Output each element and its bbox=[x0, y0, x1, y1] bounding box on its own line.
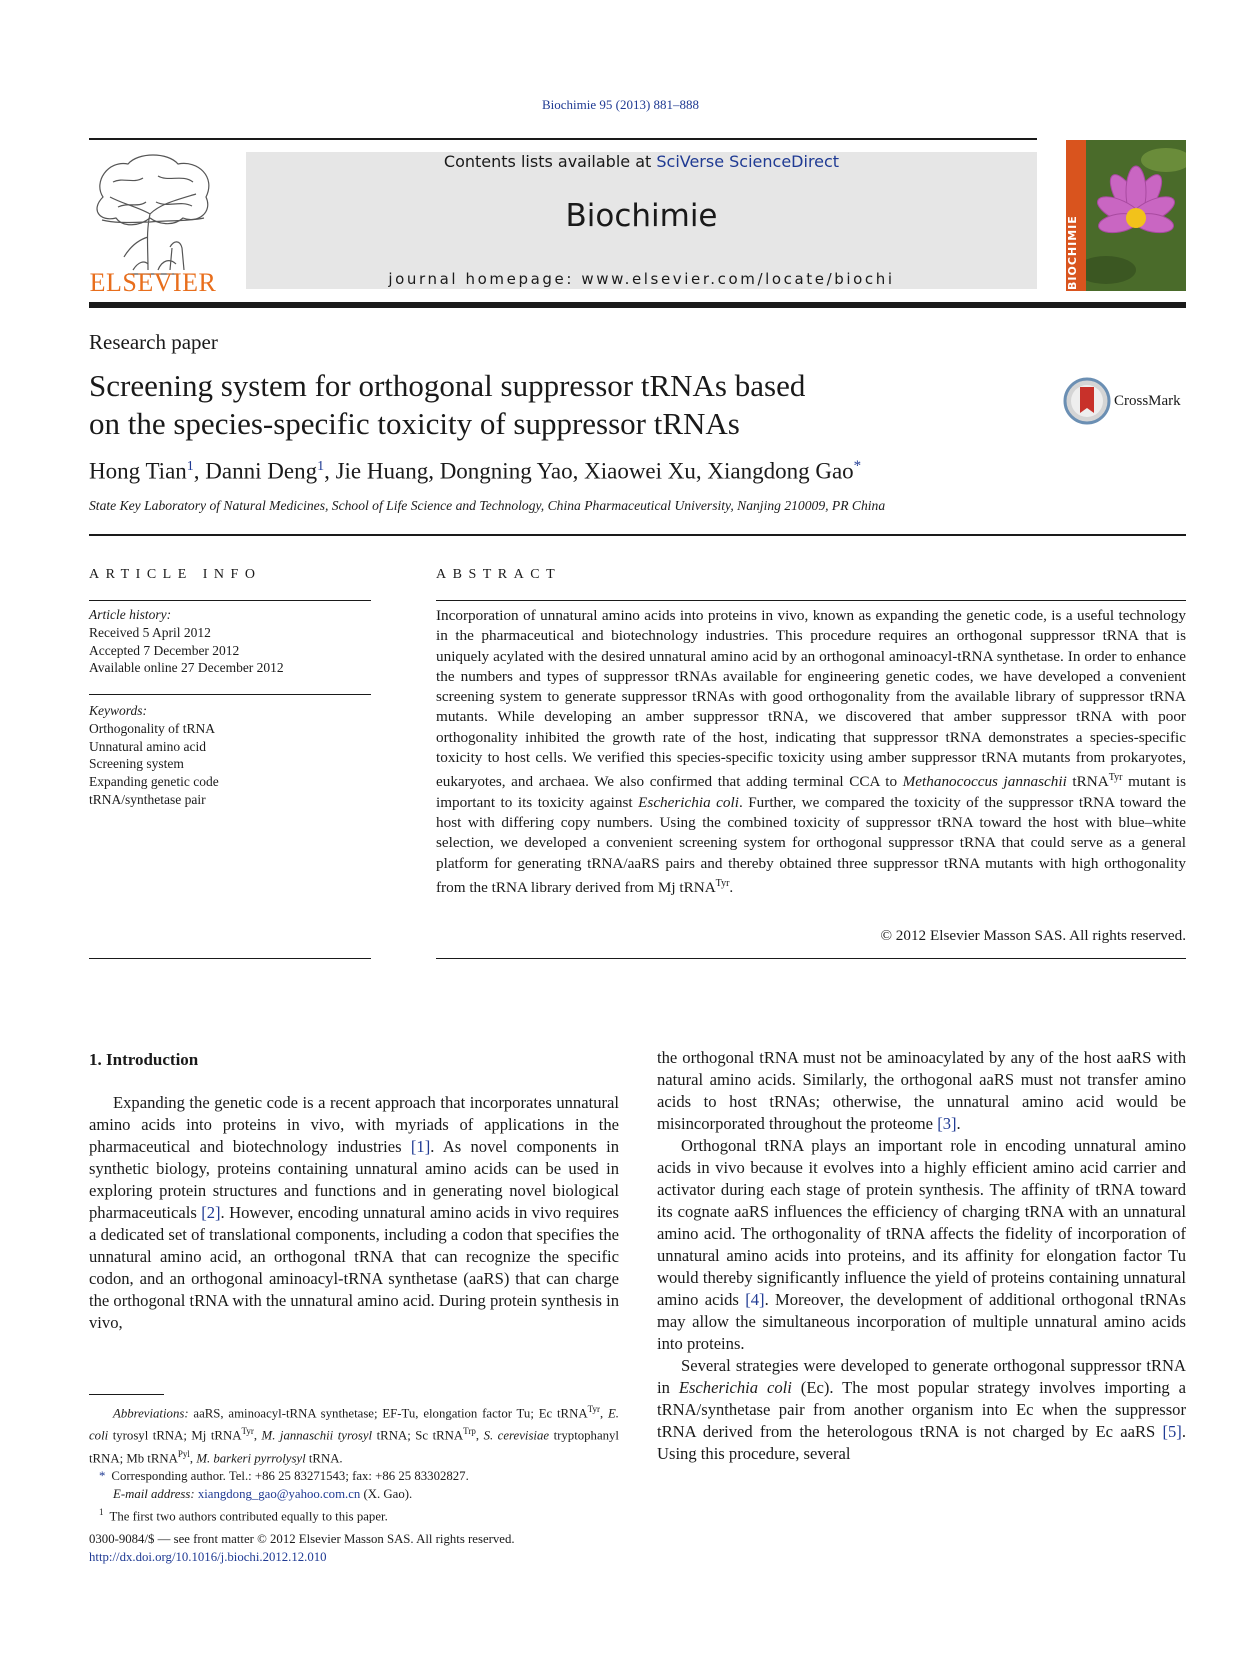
text: . bbox=[956, 1114, 961, 1133]
affiliation-rule bbox=[89, 534, 1186, 536]
paragraph bbox=[657, 1047, 1186, 1135]
note-label: Abbreviations: bbox=[113, 1406, 189, 1421]
elsevier-logo-text: ELSEVIER bbox=[89, 268, 217, 297]
keyword: tRNA/synthetase pair bbox=[89, 791, 206, 807]
equal-contribution-note bbox=[89, 1503, 619, 1525]
citation-link[interactable]: [4] bbox=[745, 1290, 765, 1309]
abstract-heading: ABSTRACT bbox=[436, 567, 562, 582]
text: tRNA; Sc tRNA bbox=[372, 1428, 464, 1443]
text: , bbox=[475, 1428, 484, 1443]
abstract-part: mutant is important to its toxicity against bbox=[436, 773, 1186, 811]
text: aaRS, aminoacyl-tRNA synthetase; EF-Tu, elongation factor Tu; Ec tRNA bbox=[188, 1406, 588, 1421]
title-line-2: on the species-specific toxicity of suppressor tRNAs bbox=[89, 406, 740, 441]
text: The first two authors contributed equally to this paper. bbox=[109, 1509, 388, 1524]
section-heading: 1. Introduction bbox=[89, 1050, 199, 1069]
text: , bbox=[253, 1428, 262, 1443]
species-name: Methanococcus jannaschii bbox=[902, 773, 1067, 791]
crossmark-label[interactable]: CrossMark bbox=[1114, 393, 1181, 409]
species-name: E. coli bbox=[89, 1406, 619, 1443]
superscript: Tyr bbox=[715, 877, 730, 889]
text: . However, encoding unnatural amino acids in vivo requires a dedicated set of translational components, including a codon that specifies the unnatural amino acid, an orthogonal tRNA that can recognize the specific codon, and an orthogonal aminoacyl-tRNA synthetase (aaRS) that can charge the orthogonal tRNA with the unnatural amino acid. During protein synthesis in vivo, bbox=[89, 1203, 619, 1332]
email-link[interactable]: xiangdong_gao@yahoo.com.cn bbox=[197, 1486, 361, 1501]
superscript: Tyr bbox=[587, 1404, 600, 1414]
journal-cover-image[interactable] bbox=[1066, 140, 1186, 291]
abstract-part: tRNA bbox=[1066, 773, 1109, 791]
article-type: Research paper bbox=[89, 330, 218, 354]
abbreviations-note bbox=[89, 1400, 619, 1467]
citation-link[interactable]: [1] bbox=[410, 1137, 431, 1156]
abstract-bottom-rule bbox=[436, 958, 1186, 959]
info-bottom-rule bbox=[89, 958, 371, 959]
text: tyrosyl tRNA; Mj tRNA bbox=[108, 1428, 242, 1443]
affiliation: State Key Laboratory of Natural Medicines, School of Life Science and Technology, China Pharmaceutical University, Nanjing 210009, PR China bbox=[89, 498, 886, 513]
journal-homepage[interactable]: journal homepage: www.elsevier.com/locate/biochi bbox=[388, 270, 895, 288]
text: , bbox=[189, 1450, 197, 1465]
cover-spine-title bbox=[1066, 270, 1079, 290]
corresponding-author-mark[interactable]: * bbox=[853, 458, 862, 474]
text: Expanding the genetic code is a recent approach that incorporates unnatural amino acids into proteins in vivo, with myriads of applications in the pharmaceutical and biotechnology industries bbox=[89, 1093, 619, 1156]
journal-citation[interactable]: Biochimie 95 (2013) 881–888 bbox=[541, 97, 700, 112]
abstract-text bbox=[436, 606, 1186, 898]
text: Several strategies were developed to generate orthogonal suppressor tRNA in bbox=[657, 1356, 1186, 1397]
text: (X. Gao). bbox=[360, 1486, 413, 1501]
history-label: Article history: bbox=[89, 607, 172, 622]
superscript: Tyr bbox=[1108, 772, 1123, 784]
author-name[interactable]: Danni Deng bbox=[205, 458, 318, 484]
author-list: Hong Tian$^1$, Danni Deng$^1$, Jie Huang, Dongning Yao, Xiaowei Xu, Xiangdong Gao* bbox=[89, 458, 862, 484]
text: Corresponding author. Tel.: +86 25 83271543; fax: +86 25 83302827. bbox=[111, 1468, 469, 1483]
header-top-rule bbox=[89, 138, 1037, 140]
citation-link[interactable]: [3] bbox=[937, 1114, 957, 1133]
note-label: E-mail address: bbox=[113, 1486, 195, 1501]
superscript: Pyl bbox=[177, 1448, 190, 1459]
received-date: Received 5 April 2012 bbox=[89, 624, 211, 640]
abstract-part: Incorporation of unnatural amino acids into proteins in vivo, known as expanding the genetic code, is a useful technology in the pharmaceutical and biotechnology industries. This procedure requires an orthogonal suppressor tRNA that is uniquely acylated with the desired unnatural amino acid by an orthogonal aminoacyl-tRNA synthetase. In order to enhance the numbers and types of suppressor tRNAs available for engineering genetic codes, we have developed a convenient screening system to generate suppressor tRNAs with good orthogonality from the available library of suppressor tRNA mutants. While developing an amber suppressor tRNA, we discovered that amber suppressor tRNA with poor orthogonality inhibited the growth rate of the host, indicating that suppressor tRNA demonstrates a species-specific toxicity to host cells. We verified this species-specific toxicity using amber suppressor tRNA mutants from prokaryotes, eukaryotes, and archaea. We also confirmed that adding terminal CCA to bbox=[436, 607, 1186, 791]
body-column-left bbox=[89, 1092, 619, 1334]
keywords-label: Keywords: bbox=[89, 703, 147, 718]
article-info-heading: ARTICLE INFO bbox=[89, 567, 262, 582]
footnote-rule bbox=[89, 1394, 164, 1395]
corresponding-note bbox=[89, 1467, 619, 1485]
text: tryptophanyl tRNA; Mb tRNA bbox=[89, 1428, 619, 1465]
contents-prefix: Contents lists available at bbox=[443, 152, 657, 171]
keyword: Orthogonality of tRNA bbox=[89, 720, 215, 736]
species-name: M. barkeri pyrrolysyl bbox=[196, 1450, 306, 1465]
citation-link[interactable]: [5] bbox=[1162, 1422, 1182, 1441]
accepted-date: Accepted 7 December 2012 bbox=[89, 642, 240, 658]
front-matter bbox=[89, 1530, 515, 1566]
sciencedirect-link[interactable]: SciVerse ScienceDirect bbox=[656, 152, 840, 171]
online-date: Available online 27 December 2012 bbox=[89, 660, 284, 676]
footnote-ref[interactable]: 1 bbox=[317, 459, 325, 474]
info-rule bbox=[89, 600, 371, 601]
footnote-mark: * bbox=[99, 1468, 106, 1483]
text: Orthogonal tRNA plays an important role in encoding unnatural amino acids in vivo because it evolves into a highly efficient amino acid carrier and activator during each stage of protein synthesis. The affinity of tRNA toward its cognate aaRS influences the efficiency of charging tRNA with an unnatural amino acid. The orthogonality of tRNA affects the fidelity of incorporation of unnatural amino acids into proteins, and its affinity for elongation factor Tu would thereby significantly influence the yield of proteins containing unnatural amino acids bbox=[657, 1136, 1186, 1309]
doi-link[interactable]: http://dx.doi.org/10.1016/j.biochi.2012.12.010 bbox=[89, 1550, 327, 1564]
citation-link[interactable]: [2] bbox=[201, 1203, 221, 1222]
species-name: M. jannaschii tyrosyl bbox=[261, 1428, 373, 1443]
author-names[interactable]: Jie Huang, Dongning Yao, Xiaowei Xu, Xiangdong Gao bbox=[335, 458, 854, 484]
keyword: Expanding genetic code bbox=[89, 774, 219, 790]
article-history bbox=[89, 606, 284, 677]
text: . Using this procedure, several bbox=[657, 1422, 1186, 1463]
keyword: Unnatural amino acid bbox=[89, 738, 206, 754]
text: . Moreover, the development of additional orthogonal tRNAs may allow the simultaneous incorporation of multiple unnatural amino acids into proteins. bbox=[657, 1290, 1186, 1353]
abstract-rule bbox=[436, 600, 1186, 601]
email-note bbox=[89, 1485, 619, 1503]
text: . As novel components in synthetic biology, proteins containing unnatural amino acids can be used in exploring protein structures and functions and in generating novel biological pharmaceuticals bbox=[89, 1137, 619, 1222]
footnote-ref[interactable]: 1 bbox=[186, 459, 194, 474]
contents-line bbox=[246, 152, 1037, 171]
abstract-copyright: © 2012 Elsevier Masson SAS. All rights reserved. bbox=[880, 927, 1186, 944]
body-column-right bbox=[657, 1047, 1186, 1465]
author-name[interactable]: Hong Tian bbox=[89, 458, 187, 484]
paragraph bbox=[89, 1092, 619, 1334]
species-name: Escherichia coli bbox=[638, 793, 739, 811]
footnote-mark: 1 bbox=[99, 1506, 104, 1517]
species-name: S. cerevisiae bbox=[483, 1428, 550, 1443]
header-bottom-rule bbox=[89, 302, 1186, 308]
footnotes bbox=[89, 1400, 619, 1525]
abstract-part: . bbox=[729, 878, 734, 896]
cover-flower-image bbox=[1086, 140, 1186, 291]
keywords bbox=[89, 702, 219, 809]
article-title bbox=[89, 367, 949, 443]
paragraph bbox=[657, 1135, 1186, 1355]
journal-name: Biochimie bbox=[565, 198, 718, 234]
keyword: Screening system bbox=[89, 756, 184, 772]
species-name: Escherichia coli bbox=[678, 1378, 792, 1397]
text: tRNA. bbox=[305, 1450, 343, 1465]
issn-line: 0300-9084/$ — see front matter © 2012 Elsevier Masson SAS. All rights reserved. bbox=[89, 1532, 515, 1546]
text: , bbox=[599, 1406, 608, 1421]
superscript: Trp bbox=[463, 1426, 476, 1437]
text: the orthogonal tRNA must not be aminoacylated by any of the host aaRS with natural amino acids. Similarly, the orthogonal aaRS must not transfer amino acids to host tRNAs; otherwise, the unnatural amino acid would be misincorporated throughout the proteome bbox=[657, 1048, 1186, 1133]
paragraph bbox=[657, 1355, 1186, 1465]
keywords-rule bbox=[89, 694, 371, 695]
title-line-1: Screening system for orthogonal suppressor tRNAs based bbox=[89, 368, 806, 403]
abstract-part: . Further, we compared the toxicity of the suppressor tRNA toward the host with differing copy numbers. Using the combined toxicity of suppressor tRNA toward the host with blue–white selection, we developed a convenient screening system for orthogonal suppressor tRNA that could serve as a general platform for generating tRNA/aaRS pairs and thereby obtained three suppressor tRNA mutants with high orthogonality from the tRNA library derived from Mj tRNA bbox=[436, 793, 1186, 896]
text: (Ec). The most popular strategy involves importing a tRNA/synthetase pair from another organism into Ec when the suppressor tRNA derived from the heterologous tRNA is not charged by Ec aaRS bbox=[657, 1378, 1186, 1441]
superscript: Tyr bbox=[241, 1426, 254, 1437]
